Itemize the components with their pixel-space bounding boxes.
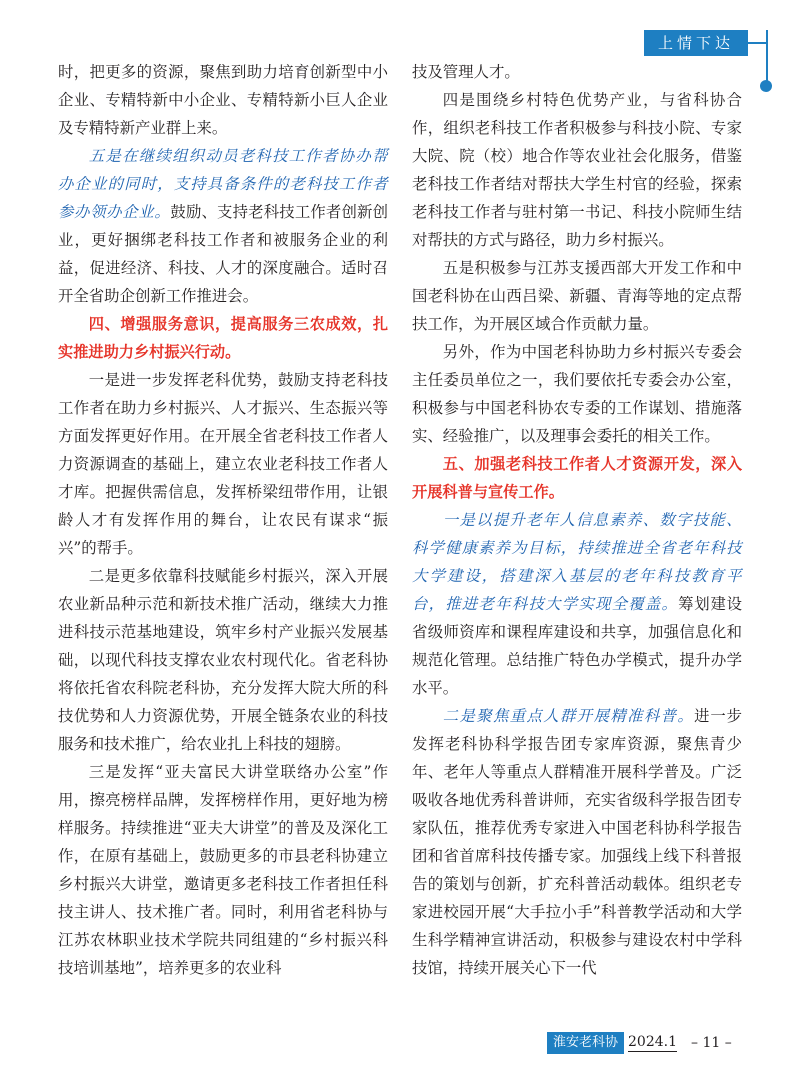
- paragraph-text: 鼓励、支持老科技工作者创新创业，更好捆绑老科技工作者和被服务企业的利益，促进经济、科技、人才的深度融合。适时召开全省助企创新工作推进会。: [58, 203, 388, 305]
- heading-text: 四、增强服务意识，提高服务三农成效，扎实推进助力乡村振兴行动。: [58, 315, 388, 361]
- body-paragraph: 四是围绕乡村特色优势产业，与省科协合作，组织老科技工作者积极参与科技小院、专家大院、院（校）地合作等农业社会化服务，借鉴老科技工作者结对帮扶大学生村官的经验，探索老科技工作者与驻村第一书记、科技小院师生结对帮扶的方式与路径，助力乡村振兴。: [412, 91, 742, 249]
- page-footer: [547, 1032, 732, 1054]
- body-paragraph: [412, 702, 742, 982]
- emphasis-text: 一是以提升老年人信息素养、数字技能、科学健康素养为目标，持续推进全省老年科技大学建设，搭建深入基层的老年科技教育平台，推进老年科技大学实现全覆盖。: [412, 511, 742, 613]
- paragraph-text: 筹划建设省级师资库和课程库建设和共享，加强信息化和规范化管理。总结推广特色办学模式，提升办学水平。: [412, 595, 742, 697]
- body-paragraph: [58, 142, 388, 310]
- emphasis-text: 五是在继续组织动员老科技工作者协办帮办企业的同时，支持具备条件的老科技工作者参办领办企业。: [58, 147, 388, 221]
- body-paragraph: 三是发挥“亚夫富民大讲堂联络办公室”作用，擦亮榜样品牌，发挥榜样作用，更好地为榜样服务。持续推进“亚夫大讲堂”的普及及深化工作，在原有基础上，鼓励更多的市县老科协建立乡村振兴大讲堂，邀请更多老科技工作者担任科技主讲人、技术推广者。同时，利用省老科协与江苏农林职业技术学院共同组建的“乡村振兴科技培训基地”，培养更多的农业科: [58, 763, 388, 977]
- body-paragraph: 另外，作为中国老科协助力乡村振兴专委会主任委员单位之一，我们要依托专委会办公室，积极参与中国老科协农专委的工作谋划、措施落实、经验推广，以及理事会委托的相关工作。: [412, 343, 742, 445]
- body-paragraph: 二是更多依靠科技赋能乡村振兴，深入开展农业新品种示范和新技术推广活动，继续大力推进科技示范基地建设，筑牢乡村产业振兴发展基础，以现代科技支撑农业农村现代化。省老科协将依托省农科院老科协，充分发挥大院大所的科技优势和人力资源优势，开展全链条农业的科技服务和技术推广，给农业扎上科技的翅膀。: [58, 567, 388, 753]
- section-tag: 上情下达: [644, 30, 748, 56]
- emphasis-text: 二是聚焦重点人群开展精准科普。: [442, 707, 695, 725]
- page-number: – 11 –: [691, 1035, 732, 1051]
- continued-paragraph: 时，把更多的资源，聚焦到助力培育创新型中小企业、专精特新中小企业、专精特新小巨人企业及专精特新产业群上来。: [58, 63, 388, 137]
- body-paragraph: 五是积极参与江苏支援西部大开发工作和中国老科协在山西吕梁、新疆、青海等地的定点帮扶工作，为开展区域合作贡献力量。: [412, 259, 742, 333]
- journal-name: 淮安老科协: [547, 1032, 624, 1054]
- decorative-vertical-line: [766, 30, 768, 82]
- body-paragraph: 一是进一步发挥老科优势，鼓励支持老科技工作者在助力乡村振兴、人才振兴、生态振兴等方面发挥更好作用。在开展全省老科技工作者人力资源调查的基础上，建立农业老科技工作者人才库。把握供需信息，发挥桥梁纽带作用，让银龄人才有发挥作用的舞台，让农民有谋求“振兴”的帮手。: [58, 371, 388, 557]
- body-paragraph: [412, 506, 742, 702]
- right-text-column: [412, 58, 742, 982]
- decorative-dot: [760, 80, 772, 92]
- section-heading: [58, 310, 388, 366]
- decorative-horizontal-line: [748, 42, 768, 44]
- heading-text: 五、加强老科技工作者人才资源开发，深入开展科普与宣传工作。: [412, 455, 742, 501]
- left-text-column: [58, 58, 388, 982]
- paragraph-text: 进一步发挥老科协科学报告团专家库资源，聚焦青少年、老年人等重点人群精准开展科学普及。广泛吸收各地优秀科普讲师，充实省级科学报告团专家队伍，推荐优秀专家进入中国老科协科学报告团和省首席科技传播专家。加强线上线下科普报告的策划与创新，扩充科普活动载体。组织老专家进校园开展“大手拉小手”科普教学活动和大学生科学精神宣讲活动，积极参与建设农村中学科技馆，持续开展关心下一代: [412, 707, 742, 977]
- continued-paragraph: 技及管理人才。: [412, 63, 520, 81]
- section-heading: [412, 450, 742, 506]
- issue-number: 2024.1: [628, 1034, 678, 1050]
